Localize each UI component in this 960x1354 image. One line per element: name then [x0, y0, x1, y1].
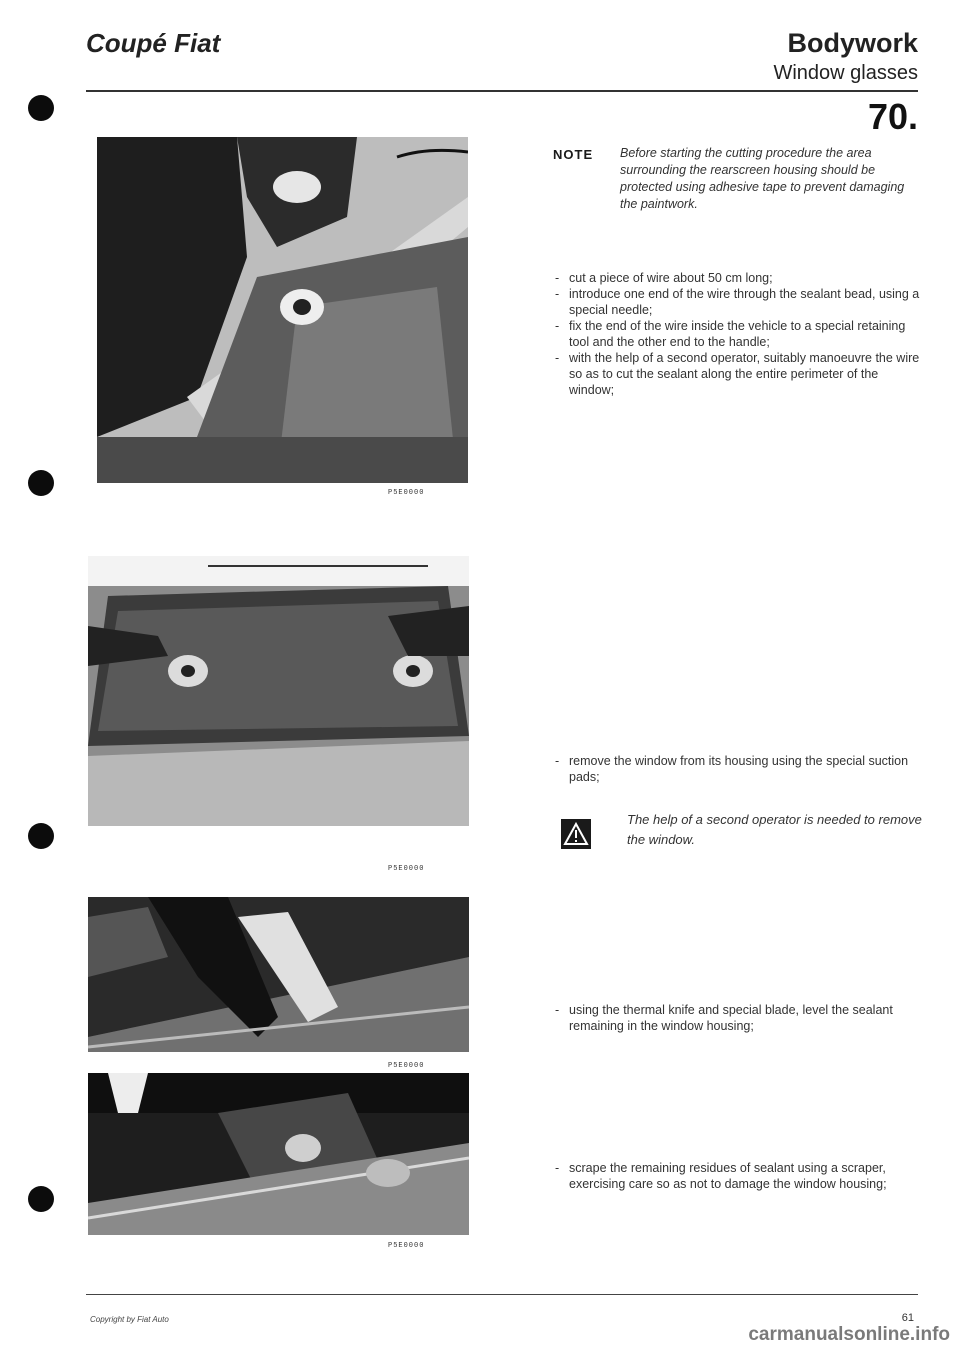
note-label: NOTE: [553, 147, 594, 162]
steps-list: [553, 1002, 923, 1034]
binder-hole-icon: [28, 1186, 54, 1212]
warning-triangle-icon: [561, 819, 591, 849]
binder-hole-icon: [28, 95, 54, 121]
photo-scraper: [88, 1073, 469, 1235]
step-item: - introduce one end of the wire through the sealant bead, using a special needle;: [553, 286, 923, 318]
steps-list: [553, 753, 923, 785]
page-code: 70.: [867, 96, 918, 137]
footer-rule: [86, 1294, 918, 1295]
subsection-title: Window glasses: [773, 62, 918, 84]
page-number: 61: [901, 1312, 914, 1324]
figure-code: P5E0000: [388, 1062, 425, 1070]
steps-list: [553, 1160, 923, 1192]
steps-list: [553, 270, 923, 398]
binder-hole-icon: [28, 470, 54, 496]
binder-hole-icon: [28, 823, 54, 849]
section-title: Bodywork: [787, 28, 918, 58]
header-rule: [86, 90, 918, 92]
figure-code: P5E0000: [388, 1242, 425, 1250]
step-item: - using the thermal knife and special blade, level the sealant remaining in the window housing;: [553, 1002, 923, 1034]
step-item: - with the help of a second operator, suitably manoeuvre the wire so as to cut the sealant along the entire perimeter of the window;: [553, 350, 923, 398]
watermark-text: carmanualsonline.info: [748, 1324, 950, 1345]
copyright-text: Copyright by Fiat Auto: [90, 1315, 169, 1324]
figure-code: P5E0000: [388, 865, 425, 873]
step-item: - cut a piece of wire about 50 cm long;: [553, 270, 923, 286]
photo-thermal-knife: [88, 897, 469, 1052]
figure-code: P5E0000: [388, 489, 425, 497]
note-text: Before starting the cutting procedure the area surrounding the rearscreen housing should be protected using adhesive tape to prevent damaging the paintwork.: [620, 146, 905, 211]
step-item: - fix the end of the wire inside the vehicle to a special retaining tool and the other end to the handle;: [553, 318, 923, 350]
photo-suction-pads: [88, 556, 469, 826]
step-item: - scrape the remaining residues of sealant using a scraper, exercising care so as not to damage the window housing;: [553, 1160, 923, 1192]
photo-wire-cutting: [97, 137, 468, 483]
step-item: - remove the window from its housing using the special suction pads;: [553, 753, 923, 785]
brand-title: Coupé Fiat: [86, 28, 221, 58]
warning-text: The help of a second operator is needed to remove the window.: [627, 812, 922, 847]
